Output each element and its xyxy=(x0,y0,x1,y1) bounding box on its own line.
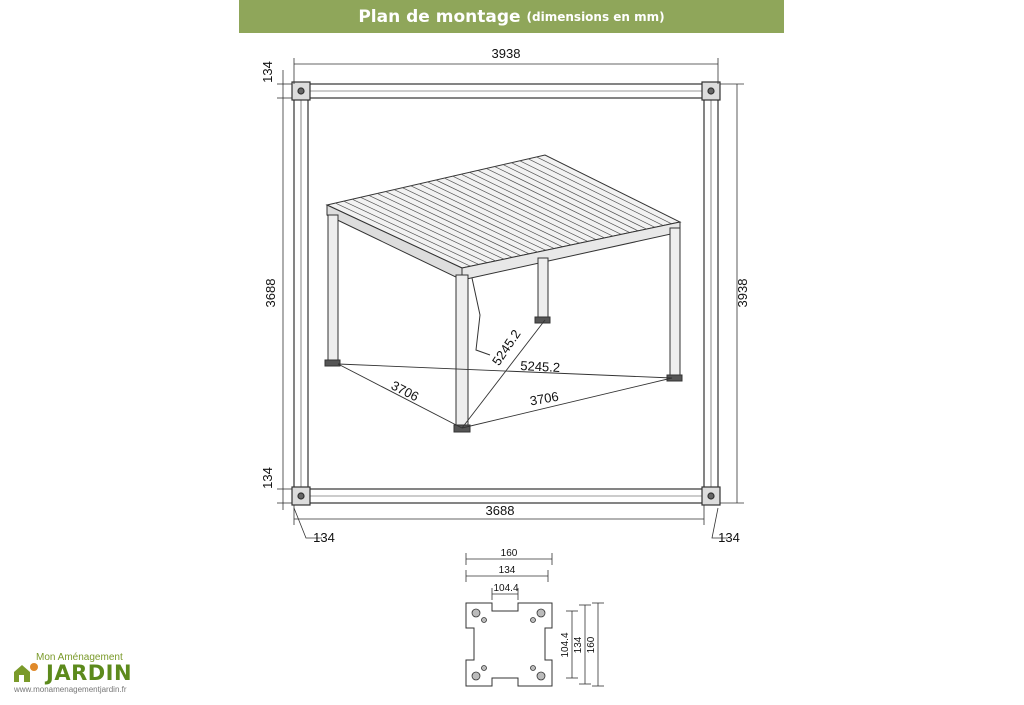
corner-post-top-left xyxy=(292,82,310,100)
logo-url: www.monamenagementjardin.fr xyxy=(14,685,127,694)
dim-plate-width-inner: 104.4 xyxy=(493,583,519,594)
page-subtitle: (dimensions en mm) xyxy=(526,9,665,24)
dim-pergola-side-1: 3706 xyxy=(388,377,422,405)
dim-corner-top-left: 134 xyxy=(260,61,275,83)
dim-pergola-diagonal-2: 5245.2 xyxy=(519,357,561,376)
logo-line2: JARDIN xyxy=(46,661,133,685)
dim-plate-width-outer: 160 xyxy=(500,548,518,559)
logo-house-icon xyxy=(12,660,40,684)
pergola-illustration xyxy=(325,155,682,432)
frame-bottom-beam xyxy=(294,489,718,503)
page-title: Plan de montage xyxy=(358,6,521,27)
dim-top-width: 3938 xyxy=(491,46,521,61)
base-plate xyxy=(466,603,552,686)
dim-plate-width-mid: 134 xyxy=(498,565,516,576)
corner-post-bottom-right xyxy=(702,487,720,505)
dim-pergola-diagonal-1: 5245.2 xyxy=(488,326,524,369)
dim-left-height: 3688 xyxy=(263,278,278,308)
frame-right-beam xyxy=(704,84,718,503)
frame-top-beam xyxy=(294,84,718,98)
dim-right-height: 3938 xyxy=(735,278,750,308)
dim-plate-height-outer: 160 xyxy=(586,636,597,654)
corner-post-bottom-left xyxy=(292,487,310,505)
brand-logo xyxy=(10,650,140,698)
dim-plate-height-mid: 134 xyxy=(573,636,584,654)
dim-corner-bottom-left-x: 134 xyxy=(313,530,335,545)
dim-plate-height-inner: 104.4 xyxy=(560,632,571,658)
corner-post-top-right xyxy=(702,82,720,100)
dim-bottom-width: 3688 xyxy=(485,503,515,518)
dim-corner-bottom-left: 134 xyxy=(260,467,275,489)
dim-pergola-side-2: 3706 xyxy=(528,388,560,409)
dim-corner-bottom-right-x: 134 xyxy=(718,530,740,545)
logo-line1: Mon Aménagement xyxy=(36,652,123,663)
frame-left-beam xyxy=(294,84,308,503)
